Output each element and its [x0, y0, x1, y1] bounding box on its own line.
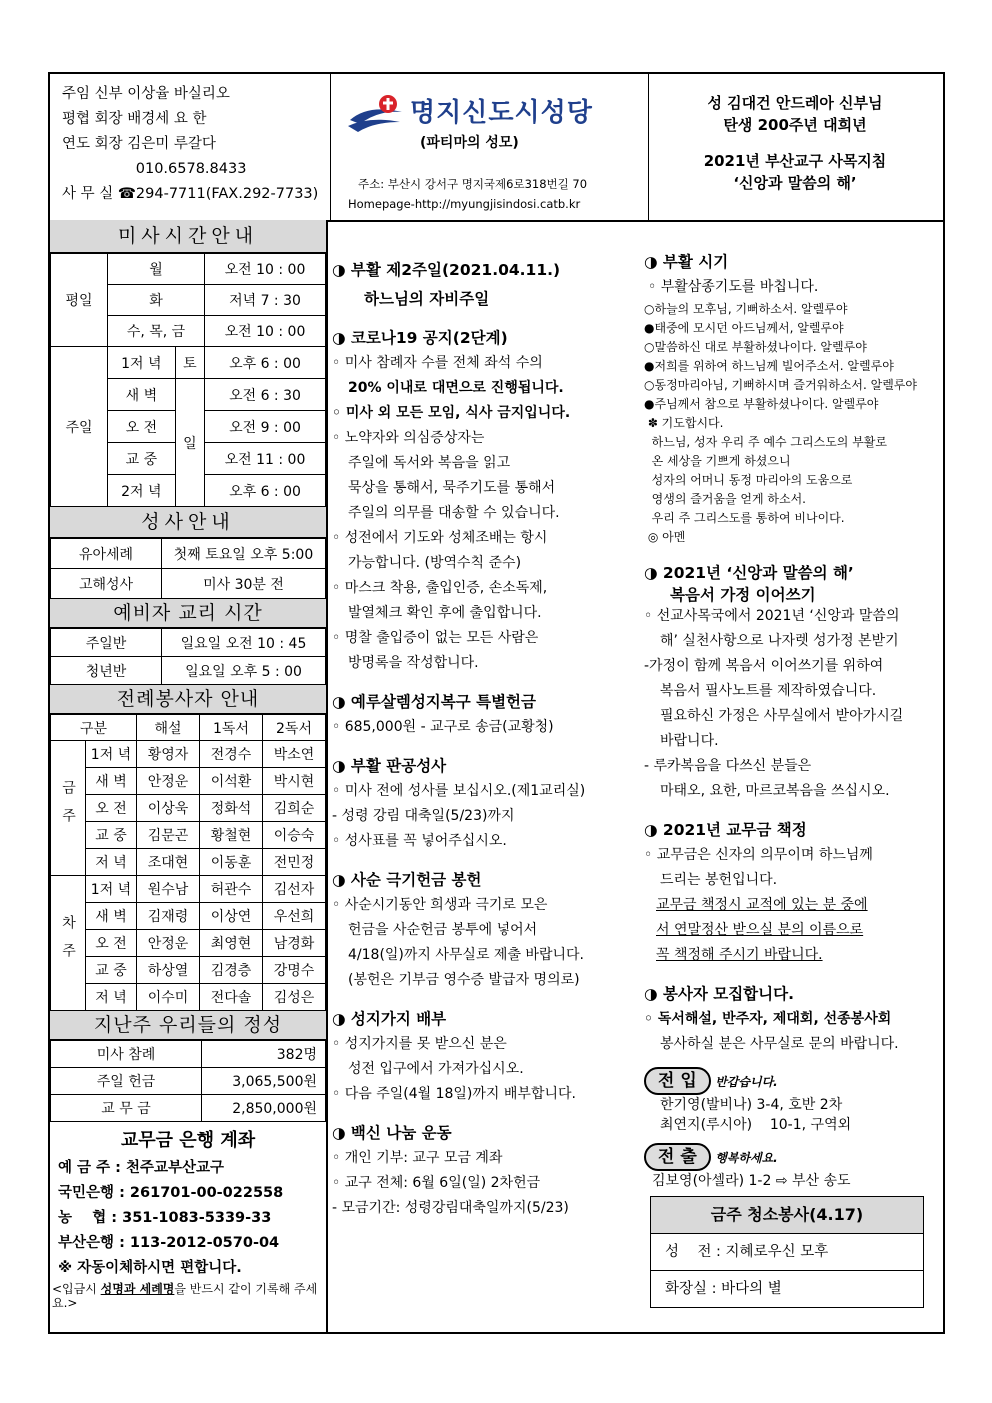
liturgy-row: [51, 849, 326, 876]
notice-line: 마태오, 요한, 마르코복음을 쓰십시오.: [660, 783, 890, 799]
col-header: 1독서: [200, 715, 263, 741]
liturgy-row: [51, 930, 326, 957]
church-subtitle: (파티마의 성모): [420, 135, 519, 151]
notice-line: 성전 입구에서 가져가십시오.: [348, 1061, 524, 1077]
notice-line: ◦ 개인 기부: 교구 모금 계좌: [332, 1150, 503, 1166]
notice-line: - 루카복음을 다쓰신 분들은: [644, 758, 812, 774]
easter-intro: ◦ 부활삼종기도를 바칩니다.: [648, 279, 819, 295]
notice-line: ◦ 사순시기동안 희생과 극기로 모은: [332, 897, 548, 913]
liturgy-person: 김성은: [263, 984, 326, 1011]
liturgy-slot: 오 전: [86, 930, 137, 957]
address: 주소: 부산시 강서구 명지국제6로318번길 70: [358, 177, 588, 191]
liturgy-row: [51, 903, 326, 930]
class-time: 일요일 오후 5 : 00: [162, 657, 326, 685]
section-title: ◑ 부활 제2주일(2021.04.11.): [332, 261, 561, 279]
bank-note: [50, 1281, 326, 1310]
mass-day-sun: 일: [175, 379, 204, 507]
section-title: ◑ 부활 시기: [644, 253, 729, 271]
phone-line: 010.6578.8433: [62, 161, 247, 177]
transfer-out-label: 전 출: [644, 1143, 711, 1171]
offering-table: [50, 1040, 326, 1122]
dues-underlined-line: 교무금 책정시 교적에 있는 분 중에: [656, 897, 868, 913]
offering-label: 주일 헌금: [51, 1068, 202, 1095]
offering-label: 미사 참례: [51, 1041, 202, 1068]
liturgy-slot: 교 중: [86, 957, 137, 984]
weekday-label: 평일: [51, 254, 108, 347]
notice-line: 해’ 실천사항으로 나자렛 성가정 본받기: [660, 633, 899, 649]
liturgy-person: 전경수: [200, 741, 263, 768]
sacrament-time: 첫째 토요일 오후 5:00: [162, 539, 326, 569]
sacrament-time: 미사 30분 전: [162, 569, 326, 599]
notice-line: ○하늘의 모후님, 기뻐하소서. 알렐루야: [644, 302, 848, 316]
notice-line: 하느님, 성자 우리 주 예수 그리스도의 부활로: [644, 435, 887, 449]
sacrament-table: [50, 538, 326, 599]
mass-time: 오전 10 : 00: [205, 254, 326, 285]
header-divider-right: [648, 74, 649, 220]
liturgy-person: 조대현: [137, 849, 200, 876]
middle-column: [332, 258, 642, 1221]
office-line: 사 무 실 ☎294-7711(FAX.292-7733): [62, 186, 319, 202]
mass-time: 오전 11 : 00: [205, 443, 326, 475]
liturgy-person: 이수미: [137, 984, 200, 1011]
liturgy-person: 이상욱: [137, 795, 200, 822]
notice-line: ◦ 마스크 착용, 출입인증, 손소독제,: [332, 580, 548, 596]
mass-time: 저녁 7 : 30: [205, 285, 326, 316]
jubilee-line-1: 성 김대건 안드레아 신부님: [707, 94, 883, 112]
liturgy-person: 남경화: [263, 930, 326, 957]
liturgy-person: 안정운: [137, 768, 200, 795]
notice-line: 바랍니다.: [660, 733, 719, 749]
mass-time: 오전 9 : 00: [205, 411, 326, 443]
notice-line: 봉사하실 분은 사무실로 문의 바랍니다.: [660, 1036, 899, 1052]
notice-line: 20% 이내로 대면으로 진행됩니다.: [348, 380, 564, 396]
notice-line: ◦ 독서해설, 반주자, 제대회, 선종봉사회: [644, 1011, 892, 1027]
class-name: 청년반: [51, 657, 162, 685]
mass-title: 미사시간안내: [50, 220, 326, 253]
bank-block: [50, 1122, 326, 1281]
section-title: ◑ 예루살렘성지복구 특별헌금: [332, 693, 536, 711]
gospel-notice: [644, 604, 944, 804]
notice-line: 묵상을 통해서, 묵주기도를 통해서: [348, 480, 556, 496]
liturgy-row: [51, 741, 326, 768]
catechism-table: [50, 628, 326, 685]
mass-day: 화: [108, 285, 205, 316]
sunday-label: 주일: [51, 347, 108, 507]
mass-table: [50, 253, 326, 507]
liturgy-person: 허관수: [200, 876, 263, 903]
section-title: ◑ 봉사자 모집합니다.: [644, 985, 794, 1003]
notice-line: ◦ 미사 전에 성사를 보십시오.(제1교리실): [332, 783, 586, 799]
lent-notice: [332, 893, 642, 993]
liturgy-slot: 저 녁: [86, 849, 137, 876]
association-line: 연도 회장 김은미 루갈다: [62, 136, 216, 152]
covid-notice: [332, 351, 642, 676]
transfer-in-row: 최연지(루시아) 10-1, 구역외: [660, 1117, 852, 1133]
liturgy-person: 이동훈: [200, 849, 263, 876]
notice-line: ◎ 아멘: [644, 530, 686, 544]
liturgy-person: 안정운: [137, 930, 200, 957]
note-b: 성명과 세례명: [100, 1282, 175, 1296]
notice-line: ◦ 성사표를 꼭 넣어주십시오.: [332, 833, 507, 849]
notice-line: 우리 주 그리스도를 통하여 비나이다.: [644, 511, 845, 525]
notice-line: 헌금을 사순헌금 봉투에 넣어서: [348, 922, 538, 938]
church-emblem-icon: [348, 94, 404, 134]
notice-line: ◦ 성전에서 기도와 성체조배는 항시: [332, 530, 548, 546]
header: [50, 74, 943, 222]
section-title: ◑ 2021년 ‘신앙과 말씀의 해’: [644, 564, 854, 582]
notice-line: 영생의 즐거움을 얻게 하소서.: [644, 492, 806, 506]
section-title: ◑ 성지가지 배부: [332, 1010, 447, 1028]
vaccine-notice: [332, 1146, 642, 1221]
liturgy-slot: 저 녁: [86, 984, 137, 1011]
pastor-line: 주임 신부 이상율 바실리오: [62, 86, 230, 102]
liturgy-person: 황영자: [137, 741, 200, 768]
bank-line: 예 금 주 : 천주교부산교구: [58, 1160, 225, 1176]
notice-line: ◦ 명찰 출입증이 없는 모든 사람은: [332, 630, 539, 646]
liturgy-group-label: 차주: [51, 876, 86, 1011]
church-name: 명지신도시성당: [410, 98, 593, 128]
confession-notice: [332, 779, 642, 854]
offering-value: 3,065,500원: [202, 1068, 326, 1095]
liturgy-group-label: 금주: [51, 741, 86, 876]
notice-line: ●태중에 모시던 아드님께서, 알렐루야: [644, 321, 844, 335]
col-header: 구분: [51, 715, 137, 741]
liturgy-person: 최영현: [200, 930, 263, 957]
notice-line: ◦ 교무금은 신자의 의무이며 하느님께: [644, 847, 873, 863]
notice-line: (봉헌은 기부금 영수증 발급자 명의로): [348, 972, 580, 988]
catechism-title: 예비자 교리 시간: [50, 599, 326, 628]
liturgy-person: 하상열: [137, 957, 200, 984]
address-block: [348, 174, 587, 214]
sacrament-name: 고해성사: [51, 569, 162, 599]
section-title: ◑ 사순 극기헌금 봉헌: [332, 871, 482, 889]
section-title: ◑ 백신 나눔 운동: [332, 1124, 452, 1142]
notice-line: ◦ 미사 참례자 수를 전체 좌석 수의: [332, 355, 543, 371]
mass-time: 오전 10 : 00: [205, 316, 326, 347]
mass-time: 오전 6 : 30: [205, 379, 326, 411]
header-right-titles: [660, 92, 930, 194]
section-title: ◑ 부활 판공성사: [332, 757, 447, 775]
bulletin-frame: [48, 72, 945, 1334]
notice-line: ◦ 미사 외 모든 모임, 식사 금지입니다.: [332, 405, 571, 421]
liturgy-person: 김경층: [200, 957, 263, 984]
notice-line: 주일의 의무를 대송할 수 있습니다.: [348, 505, 560, 521]
section-title: ◑ 2021년 교무금 책정: [644, 821, 807, 839]
bank-title: 교무금 은행 계좌: [120, 1130, 256, 1151]
section-title-2: 복음서 가정 이어쓰기: [670, 586, 816, 604]
liturgy-row: [51, 768, 326, 795]
dues-underlined-line: 꼭 책정해 주시기 바랍니다.: [656, 947, 823, 963]
notice-line: ●저희를 위하여 하느님께 빌어주소서. 알렐루야: [644, 359, 894, 373]
notice-line: 가능합니다. (방역수칙 준수): [348, 555, 522, 571]
mass-time: 오후 6 : 00: [205, 475, 326, 507]
liturgy-person: 우선희: [263, 903, 326, 930]
transfer-out: [644, 1143, 944, 1191]
liturgy-person: 전다솔: [200, 984, 263, 1011]
bank-line: ※ 자동이체하시면 편합니다.: [58, 1260, 242, 1276]
notice-line: ◦ 성지가지를 못 받으신 분은: [332, 1036, 507, 1052]
cleaning-row: 화장실 : 바다의 별: [665, 1281, 782, 1297]
liturgy-slot: 1저 녁: [86, 741, 137, 768]
notice-line: ◦ 노약자와 의심증상자는: [332, 430, 485, 446]
bank-line: 농 협 : 351-1083-5339-33: [58, 1210, 272, 1226]
mass-time: 오후 6 : 00: [205, 347, 326, 379]
notice-line: - 성령 강림 대축일(5/23)까지: [332, 808, 515, 824]
transfer-in-greeting: 반갑습니다.: [715, 1075, 778, 1089]
notice-line: 복음서 필사노트를 제작하였습니다.: [660, 683, 877, 699]
cleaning-title: 금주 청소봉사(4.17): [651, 1197, 923, 1234]
section-subtitle: 하느님의 자비주일: [364, 290, 490, 308]
transfer-out-greeting: 행복하세요.: [715, 1151, 778, 1165]
notice-line: 주일에 독서와 복음을 읽고: [348, 455, 511, 471]
liturgy-person: 황철현: [200, 822, 263, 849]
transfer-in: [644, 1067, 944, 1135]
notice-line: ◦ 선교사목국에서 2021년 ‘신앙과 말씀의: [644, 608, 900, 624]
mass-slot: 오 전: [108, 411, 176, 443]
liturgy-person: 김문곤: [137, 822, 200, 849]
note-a: <입금시: [52, 1282, 101, 1296]
liturgy-table: [50, 714, 326, 1011]
mass-slot: 1저 녁: [108, 347, 176, 379]
notice-line: 방명록을 작성합니다.: [348, 655, 479, 671]
transfer-in-row: 한기영(발비나) 3-4, 호반 2차: [660, 1097, 843, 1113]
liturgy-slot: 교 중: [86, 822, 137, 849]
mass-slot: 2저 녁: [108, 475, 176, 507]
col-header: 2독서: [263, 715, 326, 741]
left-column: [50, 220, 328, 1332]
notice-line: -가정이 함께 복음서 이어쓰기를 위하여: [644, 658, 884, 674]
notice-line: ◦ 교구 전체: 6월 6일(일) 2차헌금: [332, 1175, 541, 1191]
notice-line: ◦ 685,000원 - 교구로 송금(교황청): [332, 719, 554, 735]
liturgy-row: [51, 876, 326, 903]
offering-title: 지난주 우리들의 정성: [50, 1011, 326, 1040]
offering-value: 2,850,000원: [202, 1095, 326, 1122]
notice-line: - 모금기간: 성령강림대축일까지(5/23): [332, 1200, 569, 1216]
liturgy-person: 이석환: [200, 768, 263, 795]
liturgy-title: 전례봉사자 안내: [50, 685, 326, 714]
liturgy-person: 김희순: [263, 795, 326, 822]
notice-line: 4/18(일)까지 사무실로 제출 바랍니다.: [348, 947, 584, 963]
liturgy-row: [51, 795, 326, 822]
volunteer-notice: [644, 1007, 944, 1057]
liturgy-person: 전민정: [263, 849, 326, 876]
offering-value: 382명: [202, 1041, 326, 1068]
mass-slot: 교 중: [108, 443, 176, 475]
liturgy-slot: 오 전: [86, 795, 137, 822]
notice-line: 드리는 봉헌입니다.: [660, 872, 778, 888]
section-title: ◑ 코로나19 공지(2단계): [332, 329, 508, 347]
transfer-in-label: 전 입: [644, 1067, 711, 1095]
liturgy-slot: 새 벽: [86, 768, 137, 795]
liturgy-person: 원수남: [137, 876, 200, 903]
cleaning-row: 성 전 : 지혜로우신 모후: [651, 1234, 923, 1271]
staff-info: [62, 82, 318, 207]
liturgy-person: 박시현: [263, 768, 326, 795]
offering-label: 교 무 금: [51, 1095, 202, 1122]
dues-notice: [644, 843, 944, 968]
notice-line: ◦ 다음 주일(4월 18일)까지 배부합니다.: [332, 1086, 576, 1102]
class-name: 주일반: [51, 629, 162, 657]
bank-line: 부산은행 : 113-2012-0570-04: [58, 1235, 280, 1251]
sacrament-name: 유아세례: [51, 539, 162, 569]
homepage-link[interactable]: Homepage-http://myungjisindosi.catb.kr: [348, 197, 581, 211]
liturgy-person: 이상연: [200, 903, 263, 930]
liturgy-person: 김선자: [263, 876, 326, 903]
mass-day: 수, 목, 금: [108, 316, 205, 347]
liturgy-slot: 1저 녁: [86, 876, 137, 903]
regina-caeli: [644, 300, 944, 547]
notice-line: ✽ 기도합시다.: [644, 416, 724, 430]
liturgy-slot: 새 벽: [86, 903, 137, 930]
jubilee-line-2: 탄생 200주년 대희년: [723, 116, 867, 134]
liturgy-person: 박소연: [263, 741, 326, 768]
liturgy-row: [51, 984, 326, 1011]
notice-line: 온 세상을 기쁘게 하셨으니: [644, 454, 791, 468]
bank-line: 국민은행 : 261701-00-022558: [58, 1185, 284, 1201]
notice-line: 필요하신 가정은 사무실에서 받아가시길: [660, 708, 904, 724]
liturgy-person: 김재령: [137, 903, 200, 930]
cleaning-box: [650, 1196, 924, 1308]
liturgy-row: [51, 957, 326, 984]
notice-line: ○동정마리아님, 기뻐하시며 즐거워하소서. 알렐루야: [644, 378, 917, 392]
notice-line: 발열체크 확인 후에 출입합니다.: [348, 605, 542, 621]
dues-underlined-line: 서 연말정산 받으실 분의 이름으로: [656, 922, 864, 938]
col-header: 해설: [137, 715, 200, 741]
liturgy-person: 강명수: [263, 957, 326, 984]
notice-line: ●주님께서 참으로 부활하셨나이다. 알렐루야: [644, 397, 879, 411]
liturgy-person: 이승숙: [263, 822, 326, 849]
mass-day: 월: [108, 254, 205, 285]
note-c: 을 반드시 같이 기록해 주세요.>: [52, 1282, 318, 1310]
liturgy-person: 정화석: [200, 795, 263, 822]
mass-day-sat: 토: [175, 347, 204, 379]
transfer-out-row: 김보영(아셀라) 1-2 ⇨ 부산 송도: [652, 1173, 851, 1189]
offering-notice: [332, 715, 642, 740]
pastoral-line-1: 2021년 부산교구 사목지침: [703, 152, 887, 170]
sacrament-title: 성사안내: [50, 507, 326, 538]
notice-line: ○말씀하신 대로 부활하셨나이다. 알렐루야: [644, 340, 867, 354]
notice-line: 성자의 어머니 동정 마리아의 도움으로: [644, 473, 853, 487]
pastoral-line-2: ‘신앙과 말씀의 해’: [733, 174, 857, 192]
header-divider-left: [330, 74, 331, 220]
class-time: 일요일 오전 10 : 45: [162, 629, 326, 657]
right-column: [644, 250, 944, 1191]
council-line: 평협 회장 배경세 요 한: [62, 111, 207, 127]
spacer: [660, 136, 930, 150]
mass-slot: 새 벽: [108, 379, 176, 411]
liturgy-row: [51, 822, 326, 849]
palm-notice: [332, 1032, 642, 1107]
